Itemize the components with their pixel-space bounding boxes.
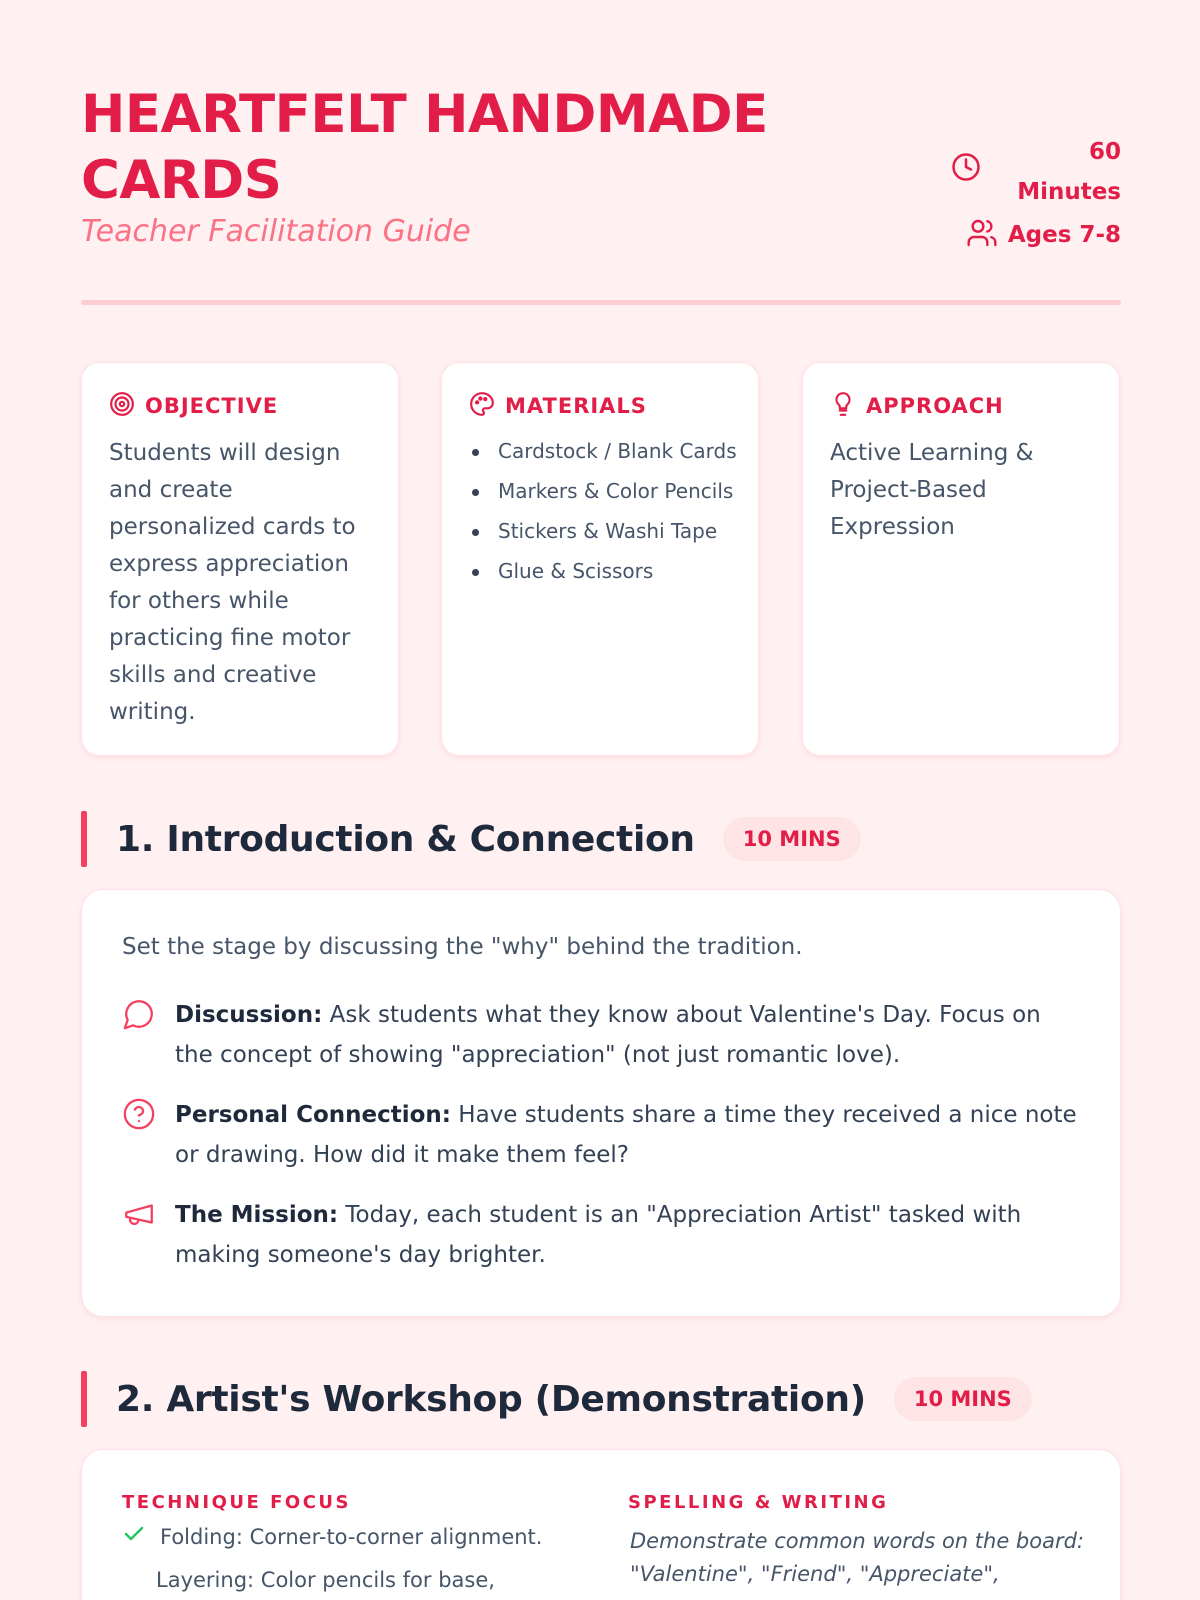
page-subtitle: Teacher Facilitation Guide (81, 214, 471, 249)
section-1-intro: Set the stage by discussing the "why" behind the tradition. (122, 934, 803, 960)
item-text: Ask students what they know about Valentine's Day. Focus on the concept of showing "appreciation" (not just romantic love). (175, 1002, 1041, 1068)
materials-header (469, 391, 647, 421)
approach-text: Active Learning & Project-Based Expression (830, 440, 1034, 540)
spelling-text: Demonstrate common words on the board: "Valentine", "Friend", "Appreciate", (630, 1529, 1085, 1586)
users-icon (966, 217, 998, 253)
question-circle-icon (122, 1097, 156, 1135)
discussion-text (175, 995, 1080, 1075)
section-accent-bar (81, 811, 87, 867)
list-item (156, 1568, 495, 1592)
section-accent-bar (81, 1371, 87, 1427)
approach-header (830, 391, 1004, 421)
page-header (81, 82, 1121, 262)
ages-meta (966, 218, 1121, 252)
list-item: Stickers & Washi Tape (470, 515, 745, 548)
page-title: HEARTFELT HANDMADE CARDS (81, 84, 768, 211)
lightbulb-icon (830, 391, 856, 421)
target-icon (109, 391, 135, 421)
list-item: Glue & Scissors (470, 555, 745, 588)
objective-label: OBJECTIVE (145, 394, 279, 418)
list-item: Cardstock / Blank Cards (470, 435, 745, 468)
duration-text: 60 Minutes (1017, 139, 1121, 205)
objective-header (109, 391, 278, 421)
materials-list (470, 435, 745, 595)
spelling-heading: SPELLING & WRITING (628, 1492, 889, 1513)
approach-label: APPROACH (866, 394, 1004, 418)
item-text: Have students share a time they received a nice note or drawing. How did it make them feel? (175, 1102, 1077, 1168)
clock-icon (951, 152, 981, 186)
section-1-header (81, 811, 861, 867)
section-1-card (81, 889, 1121, 1317)
section-1-duration-badge: 10 MINS (723, 817, 861, 861)
list-item: Markers & Color Pencils (470, 475, 745, 508)
item-text: Today, each student is an "Appreciation Artist" tasked with making someone's day brighter. (175, 1202, 1022, 1268)
checkmark-icon (122, 1522, 146, 1551)
section-2-duration-badge: 10 MINS (894, 1377, 1032, 1421)
section-2-title: 2. Artist's Workshop (Demonstration) (116, 1378, 866, 1420)
mission-text (175, 1195, 1080, 1275)
technique-heading: TECHNIQUE FOCUS (122, 1492, 351, 1513)
item-label: Personal Connection: (175, 1102, 451, 1128)
objective-card (81, 362, 399, 756)
ages-text: Ages 7-8 (1007, 222, 1121, 248)
materials-card (441, 362, 759, 756)
list-item (122, 1522, 542, 1551)
objective-text: Students will design and create personalized cards to express appreciation for others while practicing fine motor skills and creative writing. (109, 440, 356, 725)
chat-bubble-icon (122, 997, 156, 1035)
header-divider (81, 300, 1121, 305)
approach-card (802, 362, 1120, 756)
section-1-title: 1. Introduction & Connection (116, 818, 695, 860)
technique-text: Layering: Color pencils for base, (156, 1568, 495, 1592)
personal-connection-text (175, 1095, 1080, 1175)
palette-icon (469, 391, 495, 421)
duration-meta (941, 132, 1121, 212)
materials-label: MATERIALS (505, 394, 647, 418)
section-2-card (81, 1449, 1121, 1600)
technique-text: Folding: Corner-to-corner alignment. (160, 1524, 543, 1549)
item-label: The Mission: (175, 1202, 339, 1228)
megaphone-icon (122, 1197, 156, 1235)
section-2-header (81, 1371, 1032, 1427)
item-label: Discussion: (175, 1002, 323, 1028)
